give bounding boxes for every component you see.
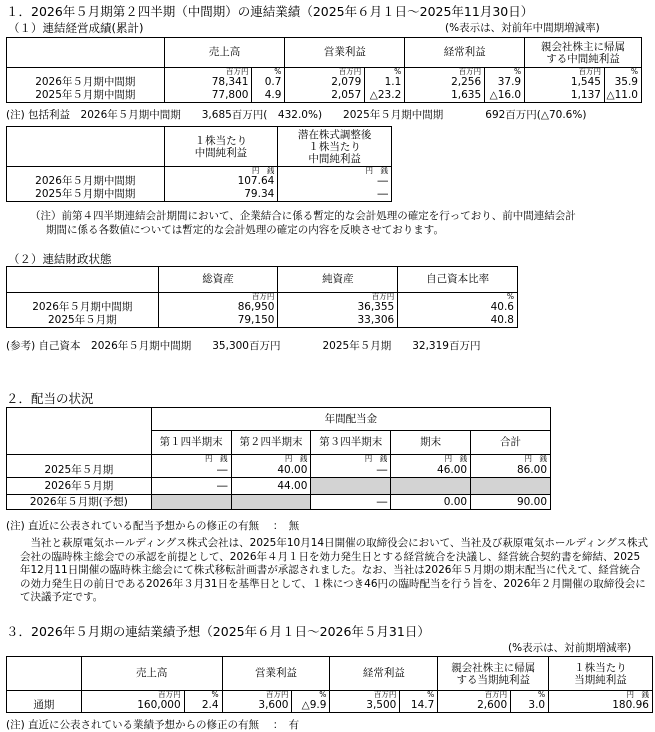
equity-reference-note: (参考) 自己資本 2026年５月期中間期 35,300百万円 2025年５月期 32,319百万円 <box>6 340 481 352</box>
cell-value <box>231 495 311 510</box>
cell-value: △9.9 <box>292 700 330 713</box>
cell-value: ― <box>278 188 392 202</box>
cell-value: △11.0 <box>604 89 641 103</box>
unit-label <box>391 455 471 464</box>
restatement-note-line2: 期間に係る各数値については暫定的な会計処理の確定の内容を反映させております。 <box>46 224 444 236</box>
table-row <box>7 314 518 328</box>
col-header-equity-ratio: 自己資本比率 <box>398 267 518 293</box>
row-label: 2025年５月期中間期 <box>7 188 165 202</box>
table-row <box>7 700 653 713</box>
cell-value: 46.00 <box>391 464 471 478</box>
restatement-note-line1: （注）前第４四半期連結会計期間において、企業結合に係る暫定的な会計処理の確定を行っており、前中間連結会計 <box>30 210 576 222</box>
cell-value: 0.00 <box>391 495 471 510</box>
col-header-diluted-eps: 潜在株式調整後 １株当たり 中間純利益 <box>278 127 392 167</box>
corner-cell <box>7 38 165 68</box>
col-header-eps: １株当たり 当期純利益 <box>549 657 653 691</box>
page-title: １．2026年５月期第２四半期（中間期）の連結業績（2025年６月１日～2025年11月30日） <box>6 4 534 19</box>
col-header-net-assets: 純資産 <box>278 267 398 293</box>
unit-label: 百万円 <box>158 293 278 302</box>
cell-value: 3.0 <box>511 700 549 713</box>
cell-value: 33,306 <box>278 314 398 328</box>
cell-value: 2,079 <box>285 77 365 89</box>
cell-value <box>311 478 391 495</box>
corner-cell <box>7 657 82 691</box>
col-header-q1: 第１四半期末 <box>151 431 231 455</box>
unit-label: 百万円 <box>285 68 365 77</box>
unit-sen: 銭 <box>459 454 468 464</box>
cell-value: 36,355 <box>278 302 398 314</box>
cell-value: 107.64 <box>164 176 278 188</box>
cell-value: 2,600 <box>438 700 511 713</box>
dividend-forecast-note: (注) 直近に公表されている配当予想からの修正の有無 ： 無 <box>6 520 300 532</box>
cell-value: ― <box>311 495 391 510</box>
cell-value: 3,600 <box>222 700 292 713</box>
cell-value: 3,500 <box>330 700 400 713</box>
row-label: 2026年５月期(予想) <box>7 495 152 510</box>
row-label: 2025年５月期 <box>7 314 159 328</box>
col-header-q3: 第３四半期末 <box>311 431 391 455</box>
cell-value: 2,057 <box>285 89 365 103</box>
unit-label: % <box>511 691 549 700</box>
cell-value: 0.7 <box>252 77 285 89</box>
row-label: 2026年５月期 <box>7 478 152 495</box>
cell-value <box>391 478 471 495</box>
dividend-table <box>6 407 551 510</box>
results-table <box>6 37 642 103</box>
unit-sen: 銭 <box>220 454 228 464</box>
unit-yen: 円 <box>444 454 453 464</box>
section-heading-forecast: ３．2026年５月期の連結業績予想（2025年６月１日～2026年５月31日） <box>6 624 430 639</box>
pct-note-forecast: (%表示は、対前期増減率) <box>508 642 632 654</box>
unit-label <box>471 455 551 464</box>
corner-cell <box>7 127 165 167</box>
unit-yen: 円 <box>284 454 293 464</box>
merger-paragraph: 当社と萩原電気ホールディングス株式会社は、2025年10月14日開催の取締役会において、当社及び萩原電気ホールディングス株式会社の臨時株主総会での承認を前提として、2026年４月１日を効力発生日とする経営統合を決議し、経営統合契約書を締結、2025年12月11日開催の臨時株主総会にて株式移転計画書が承認されました。なお、当社は2026年５月期の期末配当に代えて、経営統合の効力発生日の前日である2026年３月31日を基準日として、１株につき46円の臨時配当を行う旨を、2026年２月開催の取締役会にて決議予定です。 <box>20 537 649 603</box>
unit-sen: 銭 <box>299 454 308 464</box>
cell-value: 44.00 <box>231 478 311 495</box>
col-header-operating-profit: 営業利益 <box>222 657 330 691</box>
unit-label: % <box>604 68 641 77</box>
unit-label: % <box>292 691 330 700</box>
comprehensive-income-note: (注) 包括利益 2026年５月期中間期 3,685百万円( 432.0%) 2025年５月期中間期 692百万円(△70.6%) <box>6 109 587 121</box>
unit-label: % <box>485 68 525 77</box>
unit-label: 百万円 <box>330 691 400 700</box>
unit-label: 百万円 <box>525 68 605 77</box>
section-heading-dividends: ２．配当の状況 <box>6 391 94 406</box>
forecast-table <box>6 656 653 713</box>
row-label: 通期 <box>7 700 82 713</box>
cell-value: 2.4 <box>184 700 222 713</box>
unit-label <box>278 167 392 176</box>
col-header-sales: 売上高 <box>81 657 222 691</box>
corner-cell <box>7 408 152 455</box>
cell-value: 86.00 <box>471 464 551 478</box>
unit-label: % <box>252 68 285 77</box>
unit-label: 百万円 <box>81 691 184 700</box>
table-row <box>7 464 551 478</box>
unit-label: 円 銭 <box>549 691 653 700</box>
col-header-annual-dividend: 年間配当金 <box>151 408 550 431</box>
cell-value: 79,150 <box>158 314 278 328</box>
unit-sen: 銭 <box>266 166 275 176</box>
cell-value: 2,256 <box>405 77 485 89</box>
table-row <box>7 478 551 495</box>
unit-sen: 銭 <box>539 454 547 464</box>
section-heading-results: （１）連結経営成績(累計) <box>8 21 144 35</box>
col-header-sales: 売上高 <box>164 38 285 68</box>
cell-value: 40.00 <box>231 464 311 478</box>
col-header-total-assets: 総資産 <box>158 267 278 293</box>
unit-yen: 円 <box>205 454 213 464</box>
unit-label <box>151 455 231 464</box>
table-row <box>7 302 518 314</box>
cell-value: 180.96 <box>549 700 653 713</box>
unit-label: % <box>365 68 405 77</box>
unit-yen: 円 <box>251 166 260 176</box>
cell-value: 40.6 <box>398 302 518 314</box>
cell-value: 1,137 <box>525 89 605 103</box>
col-header-q2: 第２四半期末 <box>231 431 311 455</box>
unit-sen: 銭 <box>380 166 388 176</box>
unit-label: % <box>398 293 518 302</box>
table-row <box>7 89 642 103</box>
cell-value: 37.9 <box>485 77 525 89</box>
col-header-ordinary-profit: 経常利益 <box>405 38 525 68</box>
cell-value: 40.8 <box>398 314 518 328</box>
unit-label: 百万円 <box>405 68 485 77</box>
col-header-year-end: 期末 <box>391 431 471 455</box>
cell-value: △23.2 <box>365 89 405 103</box>
col-header-ordinary-profit: 経常利益 <box>330 657 438 691</box>
financial-position-table <box>6 266 518 328</box>
cell-value: 77,800 <box>164 89 252 103</box>
col-header-net-income: 親会社株主に帰属 する中間純利益 <box>525 38 642 68</box>
cell-value: 14.7 <box>400 700 438 713</box>
col-header-operating-profit: 営業利益 <box>285 38 405 68</box>
unit-sen: 銭 <box>379 454 388 464</box>
forecast-revision-note: (注) 直近に公表されている業績予想からの修正の有無 ： 有 <box>6 719 300 731</box>
pct-note-results: (%表示は、対前年中間期増減率) <box>445 22 600 34</box>
cell-value: 86,950 <box>158 302 278 314</box>
cell-value: 1.1 <box>365 77 405 89</box>
cell-value: ― <box>278 176 392 188</box>
cell-value: 35.9 <box>604 77 641 89</box>
table-row <box>7 188 392 202</box>
col-header-net-income: 親会社株主に帰属 する当期純利益 <box>438 657 549 691</box>
table-row <box>7 176 392 188</box>
eps-table <box>6 126 392 202</box>
cell-value: 4.9 <box>252 89 285 103</box>
corner-cell <box>7 267 159 293</box>
row-label: 2025年５月期 <box>7 464 152 478</box>
unit-yen: 円 <box>524 454 532 464</box>
col-header-eps: １株当たり 中間純利益 <box>164 127 278 167</box>
cell-value: 1,545 <box>525 77 605 89</box>
unit-label: % <box>184 691 222 700</box>
cell-value: ― <box>151 464 231 478</box>
table-row <box>7 495 551 510</box>
unit-label: 百万円 <box>438 691 511 700</box>
cell-value: 1,635 <box>405 89 485 103</box>
unit-label <box>231 455 311 464</box>
cell-value: 90.00 <box>471 495 551 510</box>
unit-label <box>311 455 391 464</box>
col-header-total: 合計 <box>471 431 551 455</box>
cell-value: ― <box>151 478 231 495</box>
section-heading-financial-position: （２）連結財政状態 <box>8 252 112 266</box>
cell-value <box>471 478 551 495</box>
unit-label: 百万円 <box>222 691 292 700</box>
table-row <box>7 77 642 89</box>
row-label: 2025年５月期中間期 <box>7 89 165 103</box>
unit-label: 百万円 <box>278 293 398 302</box>
row-label: 2026年５月期中間期 <box>7 176 165 188</box>
cell-value: 79.34 <box>164 188 278 202</box>
cell-value <box>151 495 231 510</box>
unit-yen: 円 <box>364 454 373 464</box>
row-label: 2026年５月期中間期 <box>7 302 159 314</box>
cell-value: △16.0 <box>485 89 525 103</box>
cell-value: 78,341 <box>164 77 252 89</box>
unit-yen: 円 <box>365 166 373 176</box>
cell-value: ― <box>311 464 391 478</box>
cell-value: 160,000 <box>81 700 184 713</box>
unit-label: 百万円 <box>164 68 252 77</box>
row-label: 2026年５月期中間期 <box>7 77 165 89</box>
unit-label: % <box>400 691 438 700</box>
